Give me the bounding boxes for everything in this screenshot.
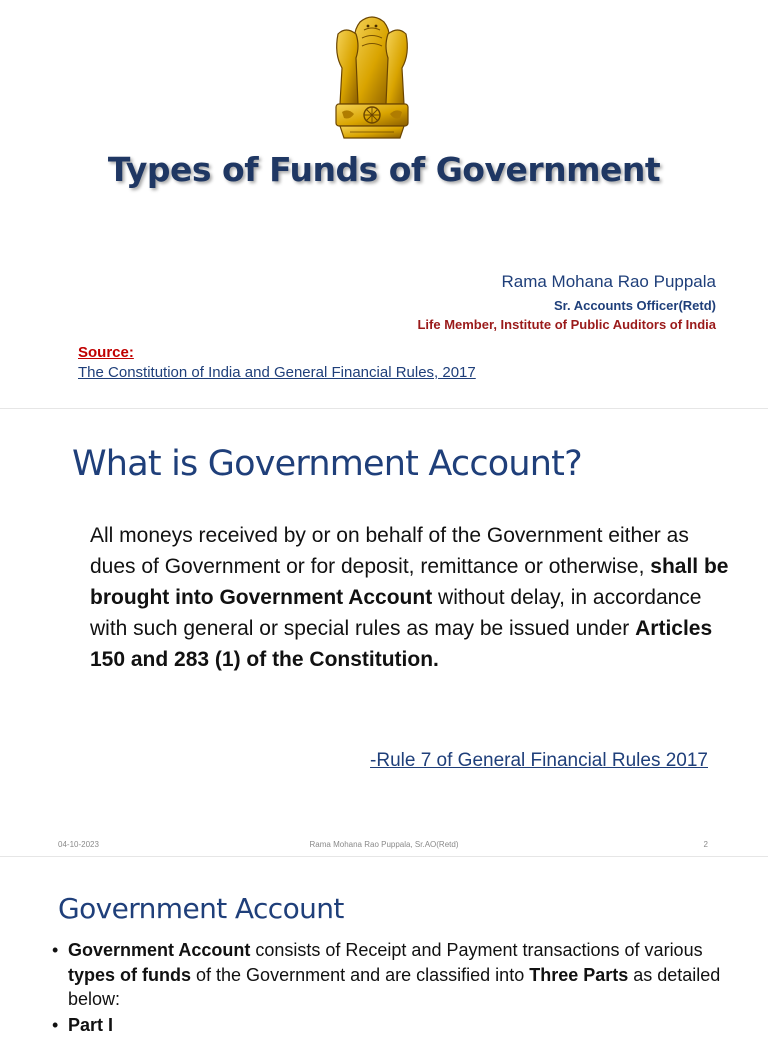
list-item bbox=[50, 1013, 748, 1037]
slide-title: Types of Funds of Government bbox=[107, 150, 661, 189]
title-slide bbox=[0, 0, 768, 408]
footer-page-number: 2 bbox=[703, 840, 708, 849]
state-emblem-icon bbox=[330, 12, 414, 146]
para-bold-1: shall be brought into Government Account bbox=[90, 555, 729, 609]
author-block bbox=[417, 272, 716, 332]
para-text-1: All moneys received by or on behalf of the Government either as dues of Government or for deposit, remittance or otherwise, bbox=[90, 524, 689, 578]
list-item bbox=[50, 938, 748, 1012]
bullet-bold-3: Three Parts bbox=[529, 964, 629, 985]
footer-date: 04-10-2023 bbox=[58, 840, 99, 849]
bullet-text-1: consists of Receipt and Payment transactions of various bbox=[250, 940, 703, 960]
bullet-text-2: of the Government and are classified into bbox=[191, 964, 530, 985]
footer-author: Rama Mohana Rao Puppala, Sr.AO(Retd) bbox=[309, 840, 459, 849]
part-one-label: Part I bbox=[68, 1015, 114, 1035]
bullet-icon: • bbox=[52, 1015, 59, 1035]
bullet-bold-2: types of funds bbox=[68, 964, 192, 985]
bullet-bold-1: Government Account bbox=[68, 940, 251, 960]
para-bold-2: Articles 150 and 283 (1) of the Constitution. bbox=[90, 617, 713, 671]
author-name: Rama Mohana Rao Puppala bbox=[501, 272, 716, 291]
bullet-text-3: as detailed below: bbox=[68, 964, 721, 1009]
author-membership: Life Member, Institute of Public Auditors of India bbox=[417, 317, 716, 332]
slide-title-government-account-parts: Government Account bbox=[58, 892, 344, 925]
para-text-2: without delay, in accordance with such general or special rules as may be issued under bbox=[90, 586, 702, 640]
slide-title-government-account: What is Government Account? bbox=[72, 444, 582, 484]
bullet-icon: • bbox=[52, 940, 59, 960]
source-text: The Constitution of India and General Financial Rules, 2017 bbox=[78, 364, 476, 381]
source-label: Source: bbox=[78, 344, 134, 361]
definition-paragraph bbox=[90, 520, 730, 675]
rule-reference: -Rule 7 of General Financial Rules 2017 bbox=[370, 750, 708, 771]
source-block bbox=[78, 344, 476, 381]
author-designation: Sr. Accounts Officer(Retd) bbox=[553, 298, 716, 313]
